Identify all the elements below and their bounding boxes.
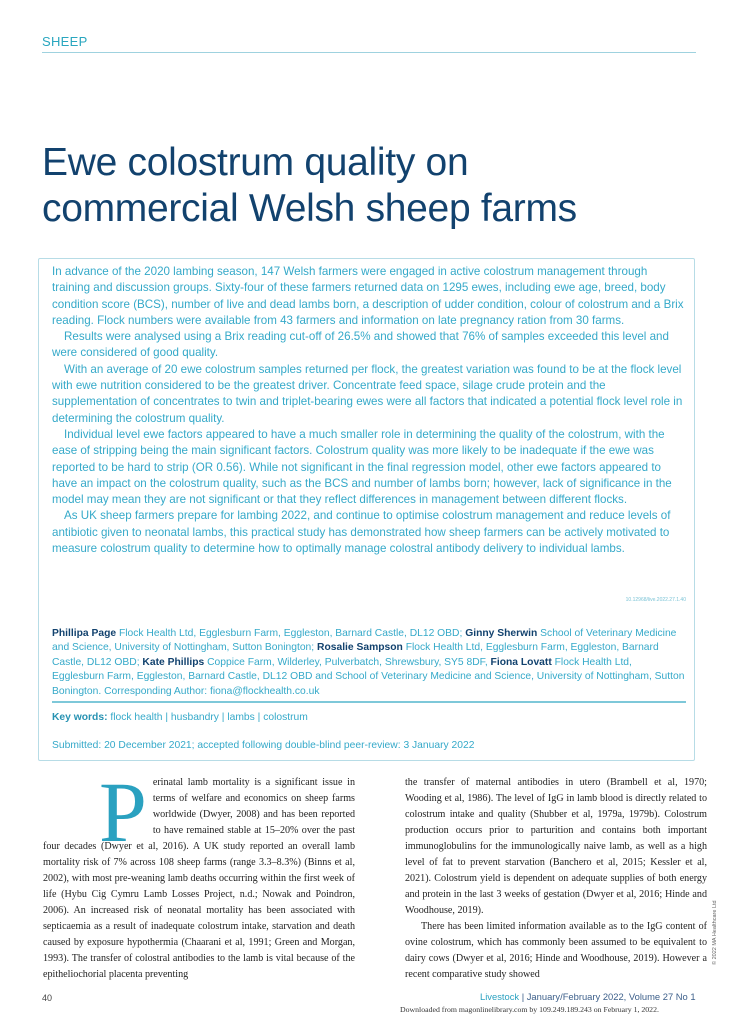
body-paragraph: erinatal lamb mortality is a significant issue in terms of welfare and economics on sheep farms worldwide (Dwyer, 2008) and has been reported to have remained stable at 15–20% over the past four decades (Dwyer et al, 2016). A UK study reported an overall lamb mortality risk of 7% across 108 sheep farms (range 3.3–8.3%) (Binns et al, 2002), with most pre-weaning lamb deaths occurring within the first week of life (Hybu Cig Cymru Lamb Losses Project, n.d.; Nowak and Poindron, 2006). An increased risk of neonatal mortality has been associated with septicaemia as a result of inadequate colostrum intake, starvation and death caused by exposure hypothermia (Chaarani et al, 1991; Green and Morgan, 1993). The transfer of colostral antibodies to the lamb is vital because of the epitheliochorial placenta preventing [43,777,355,980]
keywords-list: flock health | husbandry | lambs | colostrum [107,712,308,723]
title-line-1: Ewe colostrum quality on [42,141,469,184]
drop-cap: P [99,764,147,860]
submission-dates: Submitted: 20 December 2021; accepted following double-blind peer-review: 3 January 2022 [52,740,475,751]
body-column-right [405,775,707,983]
abstract-paragraph: In advance of the 2020 lambing season, 147 Welsh farmers were engaged in active colostrum management through training and discussion groups. Sixty-four of these farmers returned data on 1295 ewes, including ewe age, breed, body condition score (BCS), number of live and dead lambs born, a description of udder condition, colour of colostrum and a Brix reading. Flock numbers were available from 43 farmers and information on late pregnancy ration from 30 farms. [52,265,684,327]
journal-citation [480,991,696,1002]
keywords [52,712,308,723]
doi-link[interactable]: 10.12968/live.2022.27.1.40 [625,597,686,603]
article-title [42,140,722,232]
author-name: Phillipa Page [52,628,117,639]
author-affiliation: School of Veterinary Medicine and Science, University of Nottingham, Sutton Bonington; [52,628,677,654]
abstract [52,264,686,557]
body-paragraph: There has been limited information available as to the IgG content of ovine colostrum, which has commonly been assumed to be equivalent to dairy cows (Dwyer et al, 2016; Hinde and Woodhouse, 2019). However a recent comparative study showed [405,921,707,980]
section-divider [42,52,696,53]
journal-issue: | January/February 2022, Volume 27 No 1 [519,991,696,1002]
author-name: Ginny Sherwin [465,628,538,639]
author-affiliation: Flock Health Ltd, Egglesburn Farm, Eggleston, Barnard Castle, DL12 OBD; [52,642,659,668]
page-number: 40 [42,993,53,1003]
author-affiliation: Flock Health Ltd, Egglesburn Farm, Eggleston, Barnard Castle, DL12 OBD and School of Veterinary Medicine and Science, University of Nottingham, Sutton Bonington. Corresponding Author: fiona@flockhealth.co.uk [52,656,685,697]
author-affiliation: Flock Health Ltd, Egglesburn Farm, Eggleston, Barnard Castle, DL12 OBD; [116,628,466,639]
abstract-paragraph: As UK sheep farmers prepare for lambing 2022, and continue to optimise colostrum management and reduce levels of antibiotic given to neonatal lambs, this practical study has demonstrated how sheep farmers can be actively motivated to measure colostrum quality to determine how to optimally manage colostral antibody delivery to individual lambs. [52,509,671,556]
journal-name: Livestock [480,991,520,1002]
body-paragraph: the transfer of maternal antibodies in utero (Brambell et al, 1970; Wooding et al, 1986). The level of IgG in lamb blood is directly related to colostrum intake and quality (Shubber et al, 1979a, 1979b). Colostrum production occurs prior to parturition and contains both important immunoglobulins for the immunologically naive lamb, as well as a high level of fat to prevent starvation (Banchero et al, 2015; Kessler et al, 2021). Colostrum yield is dependent on adequate supplies of both energy and protein in the last 3 weeks of gestation (Dwyer et al, 2016; Hinde and Woodhouse, 2019). [405,777,707,916]
copyright-notice: © 2022 MA Healthcare Ltd [712,900,718,965]
author-name: Fiona Lovatt [490,656,552,668]
section-label: SHEEP [42,34,88,49]
download-notice: Downloaded from magonlinelibrary.com by 109.249.189.243 on February 1, 2022. [400,1005,659,1014]
author-name: Kate Phillips [142,656,205,668]
author-affiliation: Coppice Farm, Wilderley, Pulverbatch, Shrewsbury, SY5 8DF, [204,656,491,668]
author-list [52,627,686,699]
author-name: Rosalie Sampson [317,642,403,654]
body-column-left [43,764,355,983]
abstract-paragraph: With an average of 20 ewe colostrum samples returned per flock, the greatest variation was found to be at the flock level with ewe nutrition considered to be the greatest driver. Concentrate feed space, silage crude protein and the supplementation of concentrates to twin and triplet-bearing ewes were all factors that indicated a potential flock level role in determining the colostrum quality. [52,362,683,425]
keywords-label: Key words: [52,712,108,723]
title-line-2: commercial Welsh sheep farms [42,187,577,230]
abstract-paragraph: Individual level ewe factors appeared to have a much smaller role in determining the quality of the colostrum, with the ease of stripping being the main significant factors. Colostrum quality was more likely to be inadequate if the ewe was reported to be hard to strip (OR 0.56). While not significant in the final regression model, other ewe factors appeared to have an impact on the colostrum quality, such as the BCS and number of lambs born; however, lack of significance in the model may mean they are not significant or that they reflect differences in management between different flocks. [52,427,672,507]
abstract-paragraph: Results were analysed using a Brix reading cut-off of 26.5% and showed that 76% of samples exceeded this level and were considered of good quality. [52,330,669,360]
author-divider [52,701,686,703]
